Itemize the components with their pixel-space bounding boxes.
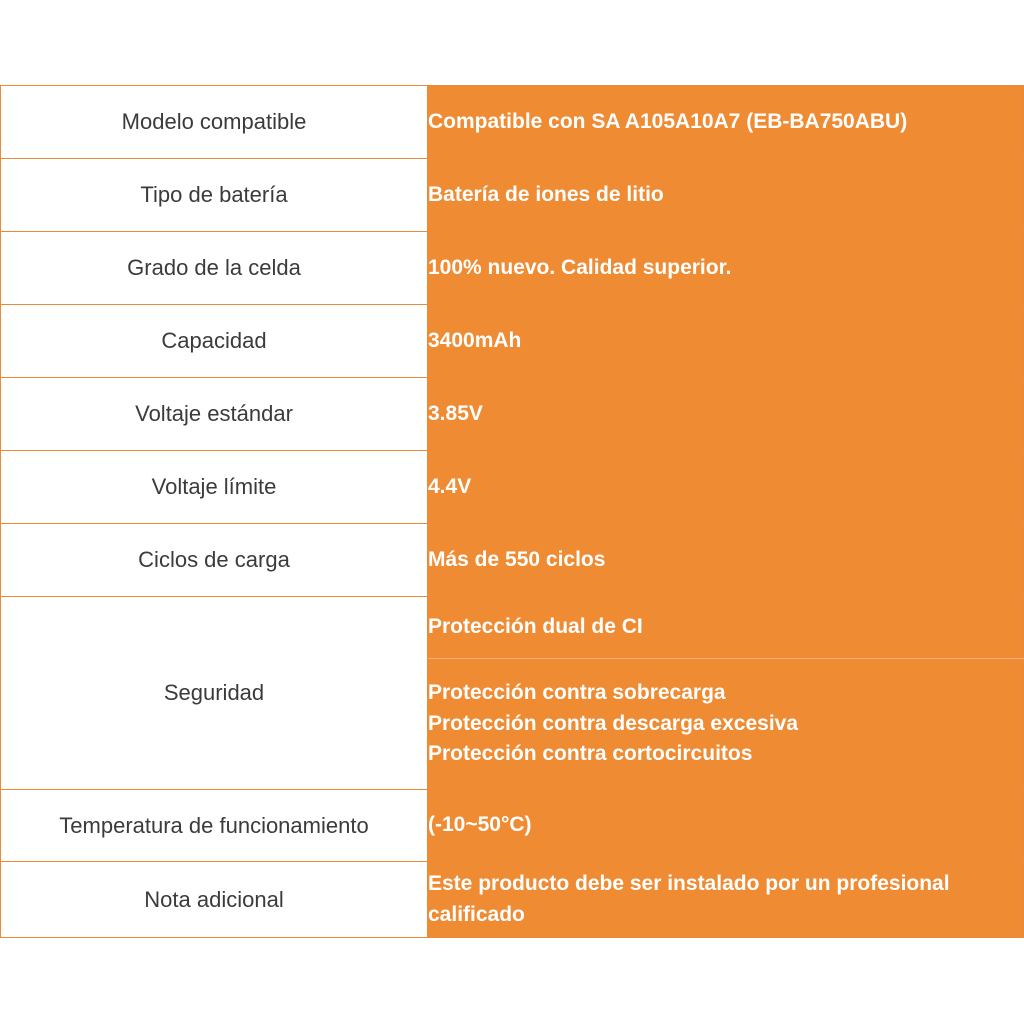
- table-row: [1, 597, 1024, 659]
- spec-value-safety-ic-protection: Protección dual de CI: [428, 597, 1024, 659]
- table-row: [1, 524, 1024, 597]
- table-row: [1, 86, 1024, 159]
- spec-value-charge-cycles: Más de 550 ciclos: [428, 524, 1024, 597]
- spec-label-battery-type: Tipo de batería: [1, 159, 428, 232]
- spec-label-cell-grade: Grado de la celda: [1, 232, 428, 305]
- spec-value-standard-voltage: 3.85V: [428, 378, 1024, 451]
- table-row: [1, 159, 1024, 232]
- spec-value-capacity: 3400mAh: [428, 305, 1024, 378]
- safety-line-overcharge: Protección contra sobrecarga: [428, 681, 726, 705]
- table-row: [1, 451, 1024, 524]
- spec-value-additional-note: Este producto debe ser instalado por un profesional calificado: [428, 862, 1024, 938]
- spec-label-charge-cycles: Ciclos de carga: [1, 524, 428, 597]
- spec-label-safety: Seguridad: [1, 597, 428, 790]
- spec-value-operating-temperature: (-10~50°C): [428, 790, 1024, 862]
- safety-line-shortcircuit: Protección contra cortocircuitos: [428, 742, 753, 766]
- safety-line-overdischarge: Protección contra descarga excesiva: [428, 711, 799, 735]
- table-row: [1, 790, 1024, 862]
- table-row: [1, 305, 1024, 378]
- spec-label-additional-note: Nota adicional: [1, 862, 428, 938]
- spec-label-compatible-model: Modelo compatible: [1, 86, 428, 159]
- table-row: [1, 862, 1024, 938]
- spec-value-battery-type: Batería de iones de litio: [428, 159, 1024, 232]
- table-row: [1, 232, 1024, 305]
- spec-label-limit-voltage: Voltaje límite: [1, 451, 428, 524]
- spec-label-capacity: Capacidad: [1, 305, 428, 378]
- spec-value-cell-grade: 100% nuevo. Calidad superior.: [428, 232, 1024, 305]
- spec-label-operating-temperature: Temperatura de funcionamiento: [1, 790, 428, 862]
- spec-label-standard-voltage: Voltaje estándar: [1, 378, 428, 451]
- spec-value-limit-voltage: 4.4V: [428, 451, 1024, 524]
- spec-value-safety-protections: [428, 659, 1024, 790]
- battery-specs-table: [0, 85, 1024, 938]
- spec-value-compatible-model: Compatible con SA A105A10A7 (EB-BA750ABU): [428, 86, 1024, 159]
- table-row: [1, 378, 1024, 451]
